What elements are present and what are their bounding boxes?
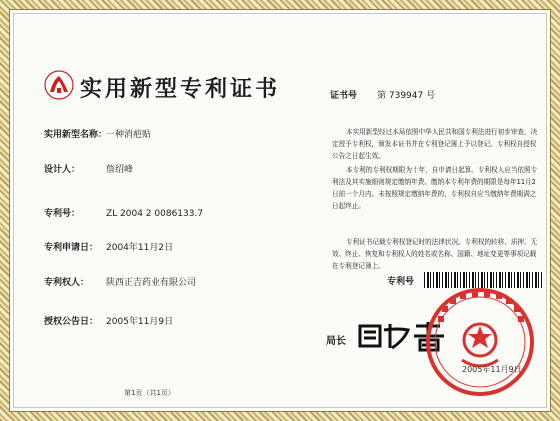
field-label: 专利申请日：: [44, 243, 99, 253]
director-label: 局长: [326, 336, 346, 347]
field-value: 陕西正吉药业有限公司: [106, 278, 197, 288]
page-footer: 第1页（共1页）: [124, 389, 175, 397]
field-label: 专利权人：: [44, 278, 90, 288]
field-label: 专利号：: [44, 209, 81, 219]
certificate-paragraph: 本专利的专利权期限为十年，自申请日起算。专利权人应当依照专利法及其实施细则规定缴纳年费。缴纳本专利年费的期限是每年11月2日前一个月内。未按照规定缴纳年费的，专利权自应当缴纳年费期满之日起终止。: [332, 166, 538, 210]
field-designer: [44, 162, 133, 175]
certificate-paragraph: 专利证书记载专利权登记时的法律状况。专利权的转移、质押、无效、终止、恢复和专利权人的姓名或名称、国籍、地址变更等事项记载在专利登记簿上。: [332, 238, 538, 270]
certificate-number-label: 证书号: [330, 91, 358, 101]
certificate-title: 实用新型专利证书: [80, 76, 281, 102]
field-patent-number: [44, 206, 203, 219]
field-patentee: [44, 275, 196, 288]
field-label: 实用新型名称：: [44, 130, 108, 140]
patent-number-label: 专利号: [387, 277, 415, 287]
field-value: 詹绍峰: [106, 165, 134, 175]
field-label: 授权公告日：: [44, 317, 99, 327]
field-value: 2004年11月2日: [106, 243, 174, 253]
official-seal-stamp: [424, 286, 536, 398]
certificate-paper: [13, 13, 547, 408]
field-value: ZL 2004 2 0086133.7: [106, 209, 204, 219]
field-value: 2005年11月9日: [106, 317, 174, 327]
patent-office-emblem-icon: [44, 70, 74, 100]
certificate-paragraph: 本实用新型经过本局依照中华人民共和国专利法进行初步审查，决定授予专利权，颁发本证书并在专利登记簿上予以登记。专利权自授权公告之日起生效。: [332, 128, 538, 160]
field-grant-date: [44, 314, 173, 327]
certificate-number-value: 第 739947 号: [377, 91, 436, 101]
field-value: 一种消疤贴: [106, 130, 152, 140]
seal-date: 2005年11月9日: [462, 365, 522, 374]
field-application-date: [44, 240, 173, 253]
certificate-number: [330, 88, 435, 101]
field-utility-model-name: [44, 127, 151, 140]
field-label: 设计人：: [44, 165, 81, 175]
